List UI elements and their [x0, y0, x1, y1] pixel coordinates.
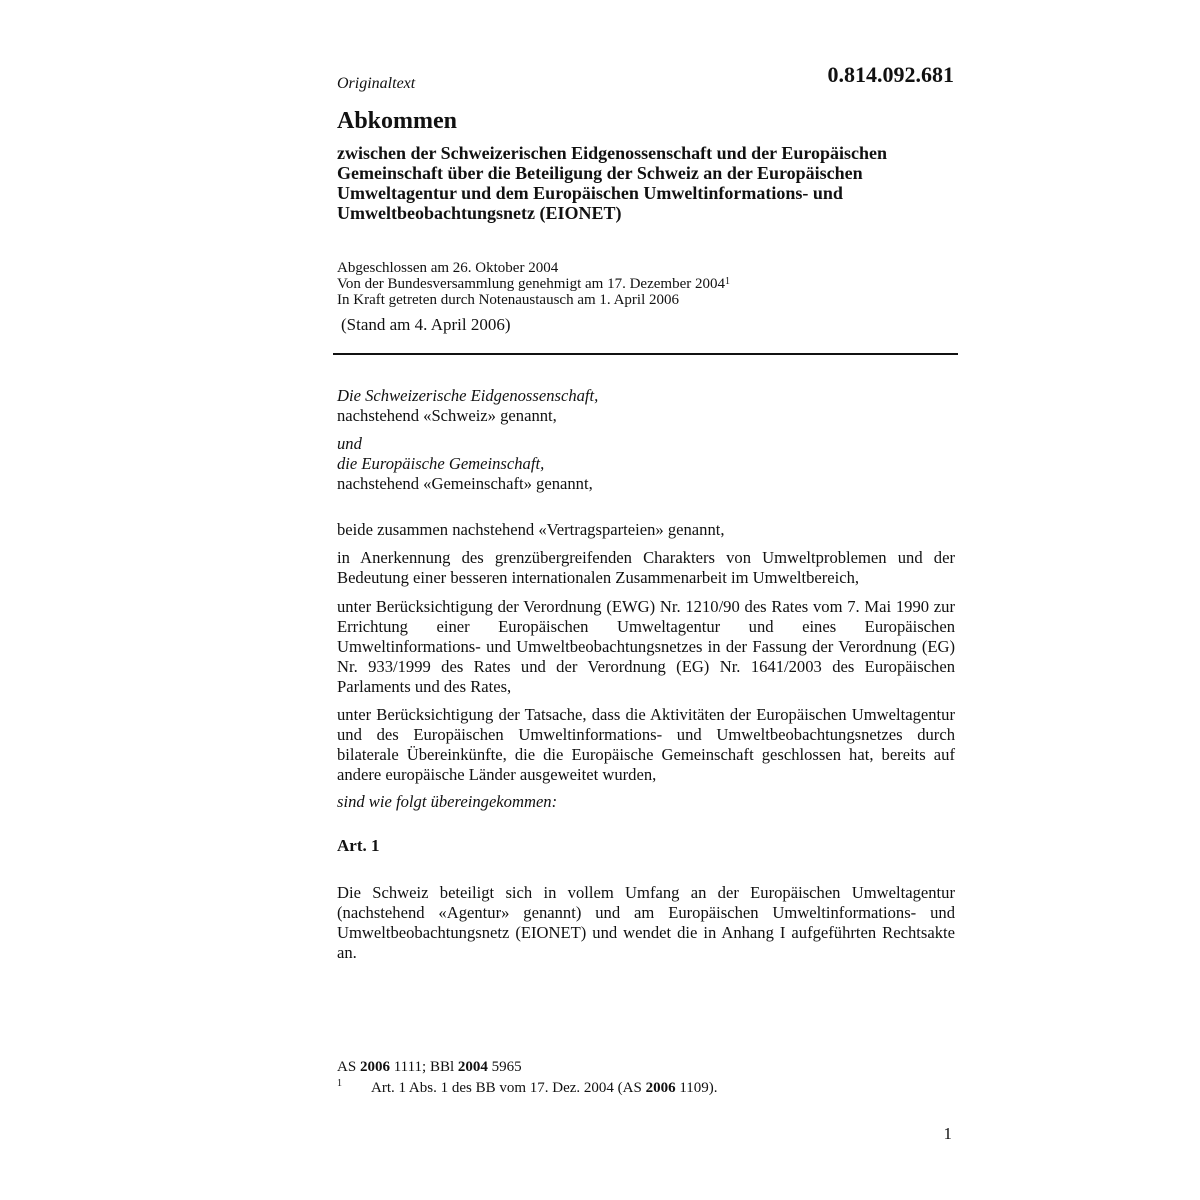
as-year: 2006 [359, 1059, 390, 1075]
footnote-text [371, 1080, 718, 1097]
bbl-year: 2004 [457, 1059, 488, 1075]
party2-alias: nachstehend «Gemeinschaft» genannt, [337, 474, 593, 493]
party1-alias: nachstehend «Schweiz» genannt, [337, 406, 557, 425]
recital-3: unter Berücksichtigung der Tatsache, dass die Aktivitäten der Europäischen Umweltagentur und des Europäischen Umweltinformations- und Umweltbeobachtungsnetzes durch bilaterale Übereinkünfte, die die Europäische Gemeinschaft geschlossen hat, bereits auf andere europäische Länder ausgeweitet wurden, [337, 704, 955, 784]
source-reference [337, 1059, 522, 1076]
document-subtitle: zwischen der Schweizerischen Eidgenossenschaft und der Europäischen Gemeinschaft über die Beteiligung der Schweiz an der Europäischen Umweltagentur und dem Europäischen Umweltinformations- und Umweltbeobachtungsnetz (EIONET) [337, 143, 888, 223]
preamble-party2 [337, 434, 955, 494]
party1-name: Die Schweizerische Eidgenossenschaft, [337, 386, 599, 405]
footnote-reference[interactable]: 1 [724, 276, 730, 287]
conjunction: und [337, 434, 362, 453]
footnote-text-before: Art. 1 Abs. 1 des BB vom 17. Dez. 2004 (AS [371, 1080, 642, 1096]
in-force-date: In Kraft getreten durch Notenaustausch am 1. April 2006 [337, 292, 679, 308]
footnote-year: 2006 [645, 1080, 676, 1096]
bbl-prefix: BBl [429, 1059, 455, 1075]
enactment-metadata [337, 260, 957, 308]
footnote-text-after: 1109). [679, 1080, 718, 1096]
approved-date: Von der Bundesversammlung genehmigt am 17. Dezember 2004 [337, 276, 725, 292]
party2-name: die Europäische Gemeinschaft, [337, 454, 545, 473]
as-prefix: AS [337, 1059, 357, 1075]
article-1-text: Die Schweiz beteiligt sich in vollem Umfang an der Europäischen Umweltagentur (nachstehend «Agentur» genannt) und am Europäischen Umweltinformations- und Umweltbeobachtungsnetz (EIONET) und wendet die in Anhang I aufgeführten Rechtsakte an. [337, 882, 955, 962]
header-divider [333, 353, 958, 355]
preamble-party1 [337, 386, 955, 426]
as-page: 1111; [393, 1059, 427, 1075]
bbl-page: 5965 [491, 1059, 522, 1075]
status-date: (Stand am 4. April 2006) [341, 315, 511, 334]
recital-2: unter Berücksichtigung der Verordnung (EWG) Nr. 1210/90 des Rates vom 7. Mai 1990 zur Errichtung einer Europäischen Umweltagentur und eines Europäischen Umweltinformations- und Umweltbeobachtungsnetzes in der Fassung der Verordnung (EG) Nr. 933/1999 des Rates und der Verordnung (EG) Nr. 1641/2003 des Europäischen Parlaments und des Rates, [337, 596, 955, 696]
article-1-heading: Art. 1 [337, 836, 380, 855]
original-text-label: Originaltext [337, 75, 416, 92]
concluded-date: Abgeschlossen am 26. Oktober 2004 [337, 260, 559, 276]
document-title: Abkommen [337, 108, 458, 134]
parties-together: beide zusammen nachstehend «Vertragsparteien» genannt, [337, 519, 725, 539]
recital-1: in Anerkennung des grenzübergreifenden Charakters von Umweltproblemen und der Bedeutung einer besseren internationalen Zusammenarbeit im Umweltbereich, [337, 547, 955, 587]
document-number: 0.814.092.681 [827, 62, 954, 87]
agreement-closing: sind wie folgt übereingekommen: [337, 791, 558, 811]
page-number: 1 [943, 1124, 952, 1143]
footnote-mark: 1 [337, 1078, 342, 1089]
approval-line [337, 276, 957, 292]
